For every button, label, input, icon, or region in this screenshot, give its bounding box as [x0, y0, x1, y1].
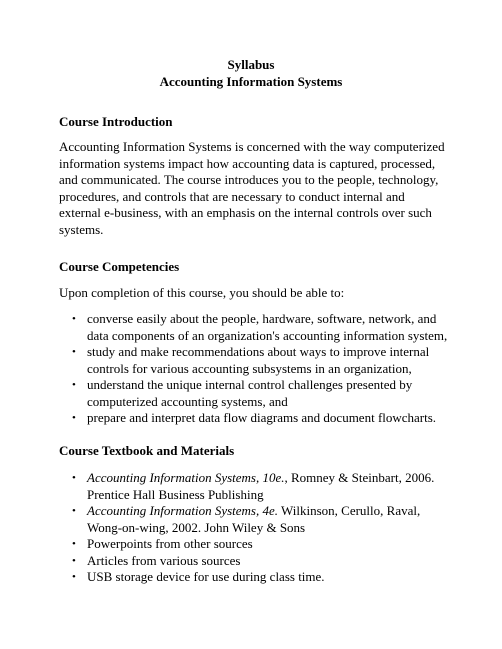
bullet-icon: • — [72, 571, 76, 583]
course-competencies-heading: Course Competencies — [59, 259, 180, 274]
bullet-icon: • — [72, 505, 76, 517]
list-item: • Accounting Information Systems, 4e. Wilkinson, Cerullo, Raval, Wong-on-wing, 2002. John Wiley & Sons — [72, 503, 421, 535]
bullet-icon: • — [72, 538, 76, 550]
textbook-title: Accounting Information Systems, 10e. — [87, 470, 285, 485]
document-header — [0, 56, 502, 90]
bullet-icon: • — [72, 313, 76, 325]
list-item: • study and make recommendations about ways to improve internal controls for various accounting subsystems in an organization, — [72, 344, 430, 376]
list-item: • Powerpoints from other sources — [72, 536, 253, 551]
list-item: • Articles from various sources — [72, 552, 241, 568]
list-item: • USB storage device for use during class time. — [72, 569, 325, 584]
list-item: • understand the unique internal control challenges presented by computerized accounting systems, and — [72, 377, 413, 409]
competencies-lead-text: Upon completion of this course, you should be able to: — [59, 285, 345, 300]
course-introduction-heading: Course Introduction — [59, 114, 173, 129]
textbook-title: Accounting Information Systems, 4e. — [87, 503, 278, 518]
bullet-icon: • — [72, 379, 76, 391]
list-item: • Accounting Information Systems, 10e., Romney & Steinbart, 2006. Prentice Hall Business Publishing — [72, 470, 435, 502]
list-item: • converse easily about the people, hardware, software, network, and data components of an organization's accounting information system, — [72, 311, 448, 343]
competencies-list — [59, 311, 454, 427]
bullet-icon: • — [72, 412, 76, 424]
document-subtitle: Accounting Information Systems — [159, 74, 343, 89]
materials-list — [59, 470, 454, 586]
course-materials-heading: Course Textbook and Materials — [59, 443, 235, 458]
bullet-icon: • — [72, 346, 76, 358]
bullet-icon: • — [72, 554, 76, 567]
document-title: Syllabus — [227, 57, 275, 72]
course-introduction-body: Accounting Information Systems is concerned with the way computerized information systems impact how accounting data is captured, processed, and communicated. The course introduces you to the people, technology, procedures, and controls that are necessary to conduct internal and external e-business, with an emphasis on the internal controls over such systems. — [59, 139, 445, 237]
list-item: • prepare and interpret data flow diagrams and document flowcharts. — [72, 410, 437, 425]
bullet-icon: • — [72, 472, 76, 484]
